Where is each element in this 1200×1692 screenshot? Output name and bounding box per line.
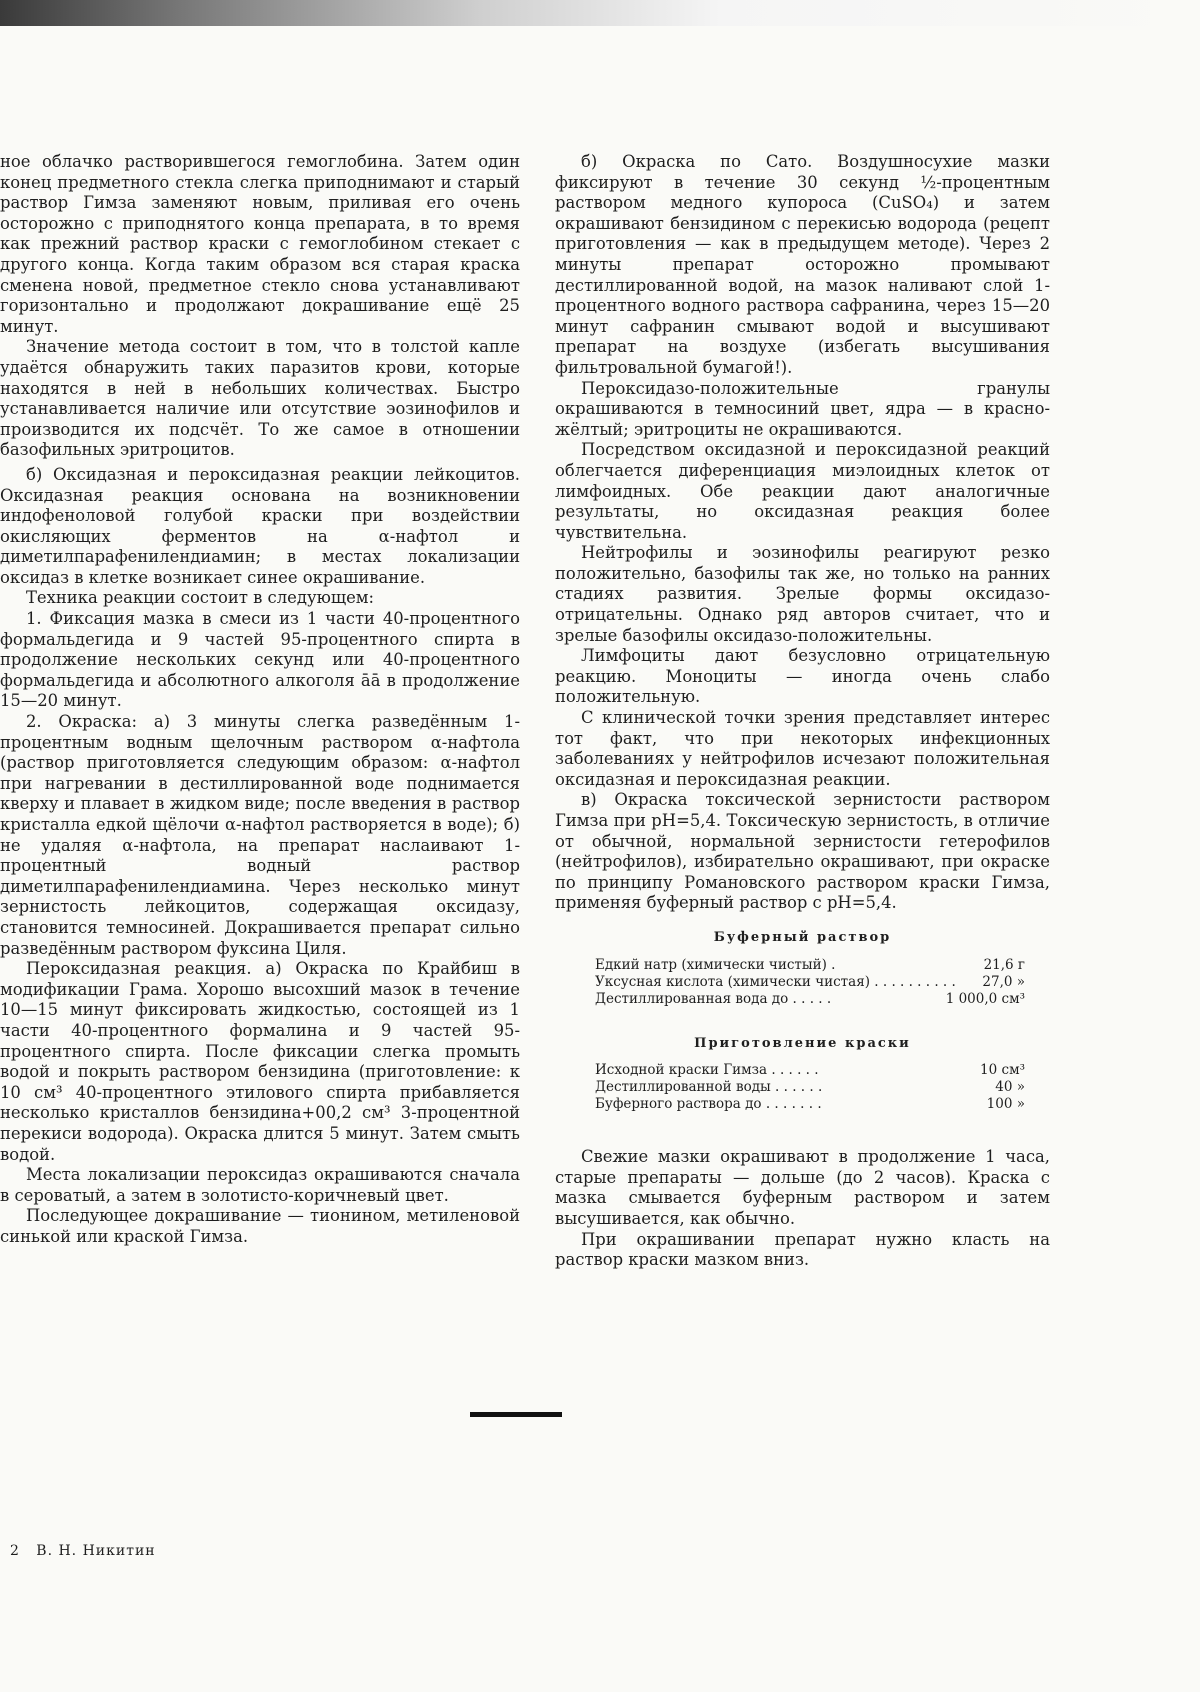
paragraph: 2. Окраска: а) 3 минуты слегка разведённым 1-процентным водным щелочным раствором α-нафтола (раствор приготовляется следующим образом: α-нафтол при нагревании в дестиллированной воде поднимается кверху и плавает в жидком виде; после введения в раствор кристалла едкой щёлочи α-нафтол растворяется в воде); б) не удаляя α-нафтола, на препарат наслаивают 1-процентный водный раствор диметилпарафенилендиамина. Через несколько минут зернистость лейкоцитов, содержащая оксидазу, становится темносиней. Докрашивается препарат сильно разведённым раствором фуксина Циля. (0, 712, 520, 958)
row-value: 40 » (995, 1079, 1025, 1096)
right-column (555, 152, 1050, 1271)
author-name: В. Н. Никитин (36, 1543, 156, 1559)
paragraph: б) Оксидазная и пероксидазная реакции лейкоцитов. Оксидазная реакция основана на возникновении индофеноловой голубой краски при воздействии окисляющих ферментов на α-нафтол и диметилпарафенилендиамин; в местах локализации оксидаз в клетке возникает синее окрашивание. (0, 464, 520, 587)
paragraph: С клинической точки зрения представляет интерес тот факт, что при некоторых инфекционных заболеваниях у нейтрофилов исчезают положительная оксидазная и пероксидазная реакции. (555, 708, 1050, 789)
paragraph: Свежие мазки окрашивают в продолжение 1 часа, старые препараты — дольше (до 2 часов). Краска с мазка смывается буферным раствором и затем высушивается, как обычно. (555, 1147, 1050, 1228)
paragraph: Значение метода состоит в том, что в толстой капле удаётся обнаружить таких паразитов крови, которые находятся в ней в небольших количествах. Быстро устанавливается наличие или отсутствие эозинофилов и производится их подсчёт. То же самое в отношении базофильных эритроцитов. (0, 337, 520, 460)
paragraph: Последующее докрашивание — тионином, метиленовой синькой или краской Гимза. (0, 1206, 520, 1246)
section-divider (470, 1412, 562, 1417)
paragraph: б) Окраска по Сато. Воздушносухие мазки фиксируют в течение 30 секунд ½-процентным раствором медного купороса (CuSO₄) и затем окрашивают бензидином с перекисью водорода (рецепт приготовления — как в предыдущем методе). Через 2 минуты препарат осторожно промывают дестиллированной водой, на мазок наливают слой 1-процентного водного раствора сафранина, через 15—20 минут сафранин смывают водой и высушивают препарат на воздухе (избегать высушивания фильтровальной бумагой!). (555, 152, 1050, 377)
scan-edge-shadow (0, 0, 1200, 26)
paragraph: Посредством оксидазной и пероксидазной реакций облегчается диференциация миэлоидных клеток от лимфоидных. Обе реакции дают аналогичные результаты, но оксидазная реакция более чувствительна. (555, 440, 1050, 542)
paragraph: Пероксидазная реакция. а) Окраска по Крайбиш в модификации Грама. Хорошо высохший мазок в течение 10—15 минут фиксировать жидкостью, состоящей из 1 части 40-процентного формалина и 9 частей 95-процентного спирта. После фиксации слегка промыть водой и покрыть раствором бензидина (приготовление: к 10 см³ 40-процентного этилового спирта прибавляется несколько кристаллов бензидина+00,2 см³ 3-процентной перекиси водорода). Окраска длится 5 минут. Затем смыть водой. (0, 959, 520, 1164)
paragraph: Места локализации пероксидаз окрашиваются сначала в сероватый, а затем в золотисто-коричневый цвет. (0, 1165, 520, 1205)
row-label: Исходной краски Гимза . . . . . . (595, 1062, 819, 1079)
row-label: Буферного раствора до . . . . . . . (595, 1096, 822, 1113)
row-label: Дестиллированной воды . . . . . . (595, 1079, 823, 1096)
table-row (595, 957, 1025, 974)
buffer-table-title: Буферный раствор (713, 929, 892, 945)
stain-table (595, 1062, 1025, 1113)
row-label: Уксусная кислота (химически чистая) . . . . . . . . . . (595, 973, 956, 990)
paragraph: 1. Фиксация мазка в смеси из 1 части 40-процентного формальдегида и 9 частей 95-процентного спирта в продолжение нескольких секунд или 40-процентного формальдегида и абсолютного алкоголя āā в продолжение 15—20 минут. (0, 609, 520, 711)
paragraph: Лимфоциты дают безусловно отрицательную реакцию. Моноциты — иногда очень слабо положительную. (555, 646, 1050, 707)
row-value: 1 000,0 см³ (945, 990, 1025, 1007)
table-row (595, 1096, 1025, 1113)
paragraph: Техника реакции состоит в следующем: (26, 588, 375, 608)
row-label: Едкий натр (химически чистый) . (595, 956, 836, 973)
table-row (595, 1079, 1025, 1096)
buffer-table (595, 957, 1025, 1008)
paragraph: ное облачко растворившегося гемоглобина. Затем один конец предметного стекла слегка приподнимают и старый раствор Гимза заменяют новым, приливая его очень осторожно с приподнятого конца препарата, в то время как прежний раствор краски с гемоглобином стекает с другого конца. Когда таким образом вся старая краска сменена новой, предметное стекло снова устанавливают горизонтально и продолжают докрашивание ещё 25 минут. (0, 152, 520, 336)
paragraph: Нейтрофилы и эозинофилы реагируют резко положительно, базофилы так же, но только на ранних стадиях развития. Зрелые формы оксидазо-отрицательны. Однако ряд авторов считает, что и зрелые базофилы оксидазо-положительны. (555, 543, 1050, 645)
paragraph: При окрашивании препарат нужно класть на раствор краски мазком вниз. (555, 1229, 1050, 1270)
row-value: 10 см³ (980, 1062, 1025, 1079)
table-row (595, 1062, 1025, 1079)
page-number: 2 (10, 1543, 20, 1559)
paragraph: в) Окраска токсической зернистости раствором Гимза при pH=5,4. Токсическую зернистость, в отличие от обычной, нормальной зернистости гетерофилов (нейтрофилов), избирательно окрашивают, при окраске по принципу Романовского раствором краски Гимза, применяя буферный раствор с pH=5,4. (555, 790, 1050, 913)
row-label: Дестиллированная вода до . . . . . (595, 990, 832, 1007)
row-value: 27,0 » (982, 973, 1025, 990)
row-value: 21,6 г (983, 956, 1025, 973)
page-footer (10, 1543, 156, 1559)
table-row (595, 974, 1025, 991)
row-value: 100 » (986, 1096, 1025, 1113)
paragraph: Пероксидазо-положительные гранулы окрашиваются в темносиний цвет, ядра — в красно-жёлтый; эритроциты не окрашиваются. (555, 378, 1050, 439)
stain-table-title: Приготовление краски (694, 1035, 911, 1051)
left-column (0, 152, 520, 1247)
table-row (595, 991, 1025, 1008)
